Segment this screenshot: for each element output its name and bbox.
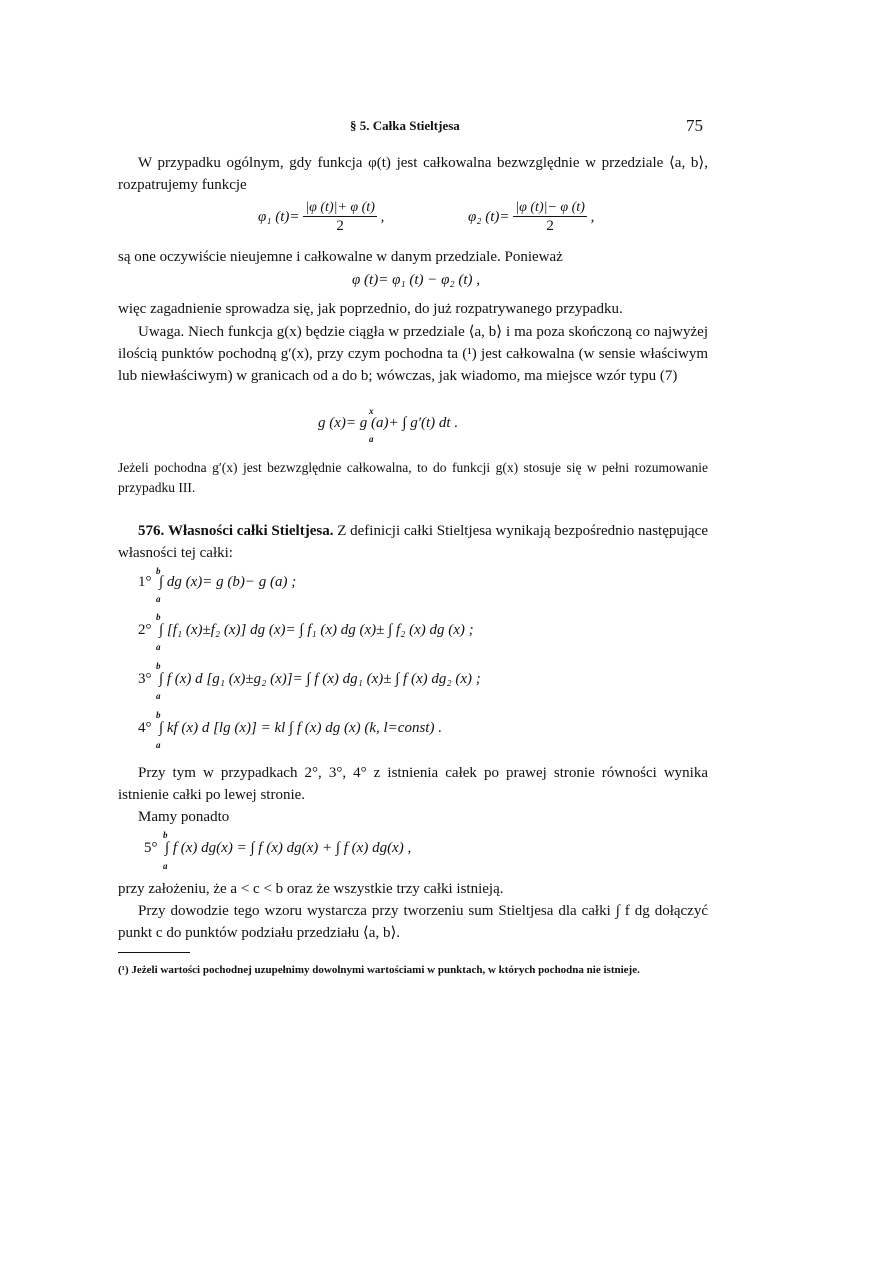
phi1-lhs: φ₁ (t)= [258,208,300,225]
running-header: § 5. Całka Stieltjesa [350,118,460,133]
property-1-number: 1° [138,574,152,590]
phi1-fraction [303,200,377,235]
property-1 [138,574,296,591]
phi1-denominator: 2 [336,218,344,234]
section-intro: Z definicji całki Stieltjesa wynikają bezpośrednio następujące własności tej całki: [118,523,708,561]
equation-phi2: φ₂ (t)= $\frac{|\varphi (t)|- \varphi (t)}{2}$ , [468,200,595,234]
property-5-formula: ∫ f (x) dg(x) = ∫ f (x) dg(x) + ∫ f (x) dg(x) , [165,840,412,856]
property-2-formula: ∫ [f₁ (x)±f₂ (x)] dg (x)= ∫ f₁ (x) dg (x)± ∫ f₂ (x) dg (x) ; [159,622,474,638]
equation-phi-difference: φ (t)= φ₁ (t) − φ₂ (t) , [352,272,481,288]
prop5-upper-limit: b [163,830,168,840]
equation-g-integral: g (x)= g (a)+ ∫ g′(t) dt . [318,415,459,431]
section-576 [118,520,708,564]
prop1-lower-limit: a [156,594,161,604]
property-2-number: 2° [138,622,152,638]
paragraph-existence: Przy tym w przypadkach 2°, 3°, 4° z istnienia całek po prawej stronie równości wynika istnienie całki po lewej stronie. [118,765,708,803]
eq3-lower-limit: a [369,434,374,444]
paragraph-proof: Przy dowodzie tego wzoru wystarcza przy tworzeniu sum Stieltjesa dla całki ∫ f dg dołączyć punkt c do punktów podziału przedziału ⟨a, b⟩. [118,903,708,941]
property-5 [144,840,411,857]
prop2-lower-limit: a [156,642,161,652]
eq3-upper-limit: x [369,406,374,416]
property-5-number: 5° [144,840,158,856]
equation-phi1: φ₁ (t)= $\frac{|\varphi (t)|+ \varphi (t)}{2}$ , [258,200,385,234]
phi2-fraction [513,200,587,235]
prop4-lower-limit: a [156,740,161,750]
paragraph-assumption: przy założeniu, że a < c < b oraz że wszystkie trzy całki istnieją. [118,881,504,897]
paragraph-reduction: więc zagadnienie sprowadza się, jak poprzednio, do już rozpatrywanego przypadku. [118,301,623,317]
prop3-lower-limit: a [156,691,161,701]
property-3-formula: ∫ f (x) d [g₁ (x)±g₂ (x)]= ∫ f (x) dg₁ (x)± ∫ f (x) dg₂ (x) ; [159,671,481,687]
paragraph-nonnegative: są one oczywiście nieujemne i całkowalne w danym przedziale. Ponieważ [118,249,563,265]
paragraph-general-case: W przypadku ogólnym, gdy funkcja φ(t) jest całkowalna bezwzględnie w przedziale ⟨a, b⟩, rozpatrujemy funkcje [118,155,708,193]
property-4 [138,720,442,737]
prop5-lower-limit: a [163,861,168,871]
page-number: 75 [686,116,703,135]
prop4-upper-limit: b [156,710,161,720]
paragraph-uwaga: Uwaga. Niech funkcja g(x) będzie ciągła w przedziale ⟨a, b⟩ i ma poza skończoną co najwyżej ilością punktów pochodną g′(x), przy czym pochodna ta (¹) jest całkowalna (w sensie właściwym lub niewłaściwym) w granicach od a do b; wówczas, jak wiadomo, ma miejsce wzór typu (7) [118,324,708,384]
property-4-number: 4° [138,720,152,736]
phi2-numerator: |φ (t)|− φ (t) [515,200,585,215]
paragraph-absolute-derivative: Jeżeli pochodna g′(x) jest bezwzględnie całkowalna, to do funkcji g(x) stosuje się w pełni rozumowanie przypadku III. [118,460,708,495]
phi2-lhs: φ₂ (t)= [468,208,510,225]
property-3 [138,671,481,688]
section-title: Własności całki Stieltjesa. [168,523,334,539]
footnote: (¹) Jeżeli wartości pochodnej uzupełnimy dowolnymi wartościami w punktach, w których pochodna nie istnieje. [118,964,640,976]
property-2 [138,622,474,639]
prop2-upper-limit: b [156,612,161,622]
section-number: 576. [138,523,165,539]
phi1-numerator: |φ (t)|+ φ (t) [305,200,375,215]
phi2-denominator: 2 [546,218,554,234]
property-1-formula: ∫ dg (x)= g (b)− g (a) ; [159,574,297,590]
prop3-upper-limit: b [156,661,161,671]
prop1-upper-limit: b [156,566,161,576]
property-3-number: 3° [138,671,152,687]
property-4-formula: ∫ kf (x) d [lg (x)] = kl ∫ f (x) dg (x) (k, l=const) . [159,720,442,736]
footnote-rule [118,952,190,953]
paragraph-moreover: Mamy ponadto [138,809,230,825]
